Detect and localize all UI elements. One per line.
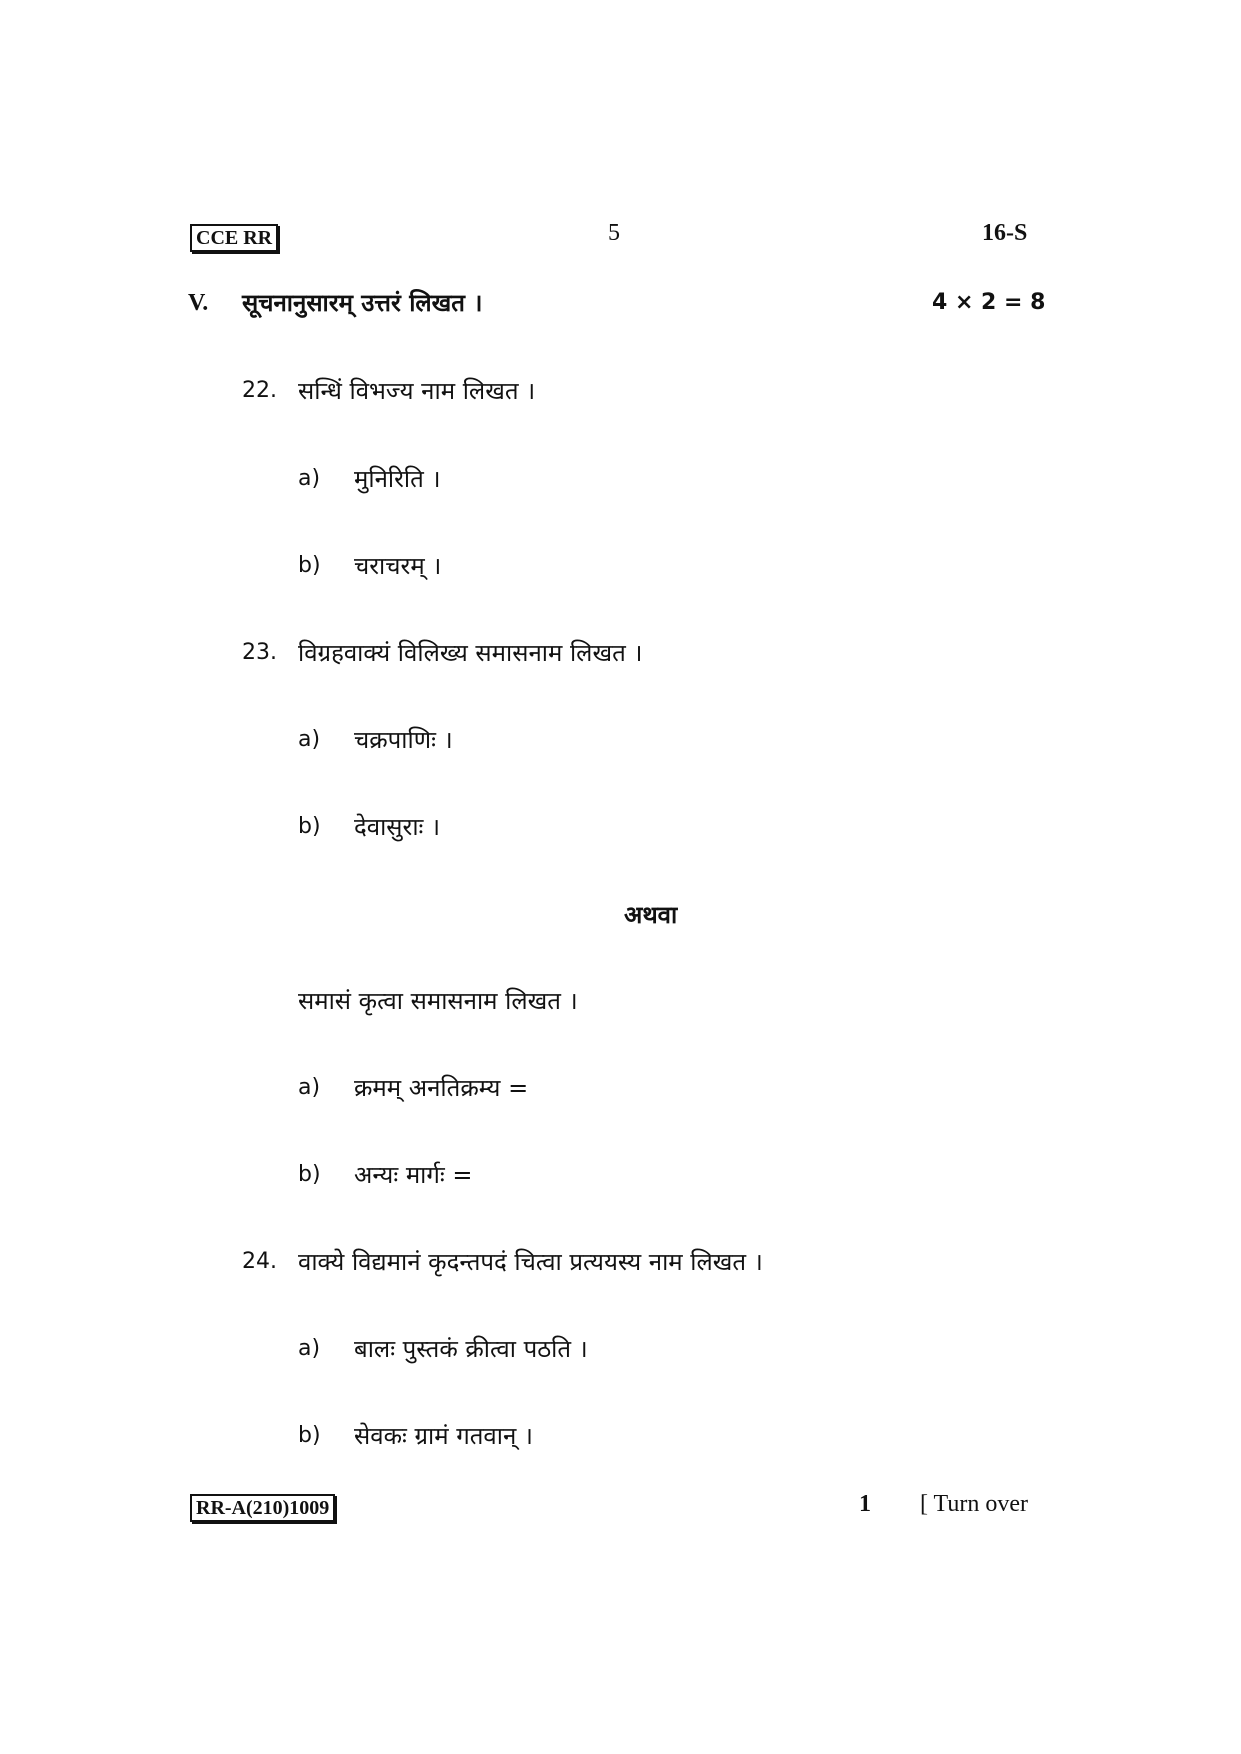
option-text: चराचरम् । [354, 552, 442, 580]
question-number: 24. [242, 1249, 277, 1274]
footer-number: 1 [859, 1491, 871, 1517]
option-text: सेवकः ग्रामं गतवान् । [354, 1422, 534, 1450]
section-title: सूचनानुसारम् उत्तरं लिखत । [242, 289, 483, 317]
option-label: a) [298, 466, 321, 491]
page-number: 5 [608, 220, 620, 246]
option-label: b) [298, 553, 321, 578]
or-separator: अथवा [624, 901, 678, 929]
question-number: 23. [242, 640, 277, 665]
option-text: चक्रपाणिः । [354, 726, 453, 754]
option-label: a) [298, 1075, 321, 1100]
alternative-question-text: समासं कृत्वा समासनाम लिखत । [298, 987, 578, 1015]
turn-over-note: [ Turn over [920, 1491, 1029, 1517]
option-label: a) [298, 727, 321, 752]
question-number: 22. [242, 378, 277, 403]
option-text: बालः पुस्तकं क्रीत्वा पठति । [354, 1335, 588, 1363]
option-text: क्रमम् अनतिक्रम्य = [354, 1074, 529, 1102]
question-text: विग्रहवाक्यं विलिख्य समासनाम लिखत । [298, 639, 643, 667]
section-numeral: V. [188, 290, 209, 316]
question-text: सन्धिं विभज्य नाम लिखत । [298, 377, 536, 405]
option-label: b) [298, 814, 321, 839]
option-label: b) [298, 1423, 321, 1448]
option-label: b) [298, 1162, 321, 1187]
section-marks: 4 × 2 = 8 [932, 290, 1046, 315]
footer-code-box: RR-A(210)1009 [190, 1494, 335, 1522]
option-text: अन्यः मार्गः = [354, 1161, 473, 1189]
subject-code: 16-S [982, 220, 1028, 246]
question-text: वाक्ये विद्यमानं कृदन्तपदं चित्वा प्रत्ययस्य नाम लिखत । [298, 1248, 763, 1276]
option-text: देवासुराः । [354, 813, 441, 841]
paper-code-box: CCE RR [190, 224, 278, 252]
option-text: मुनिरिति । [354, 465, 441, 493]
option-label: a) [298, 1336, 321, 1361]
